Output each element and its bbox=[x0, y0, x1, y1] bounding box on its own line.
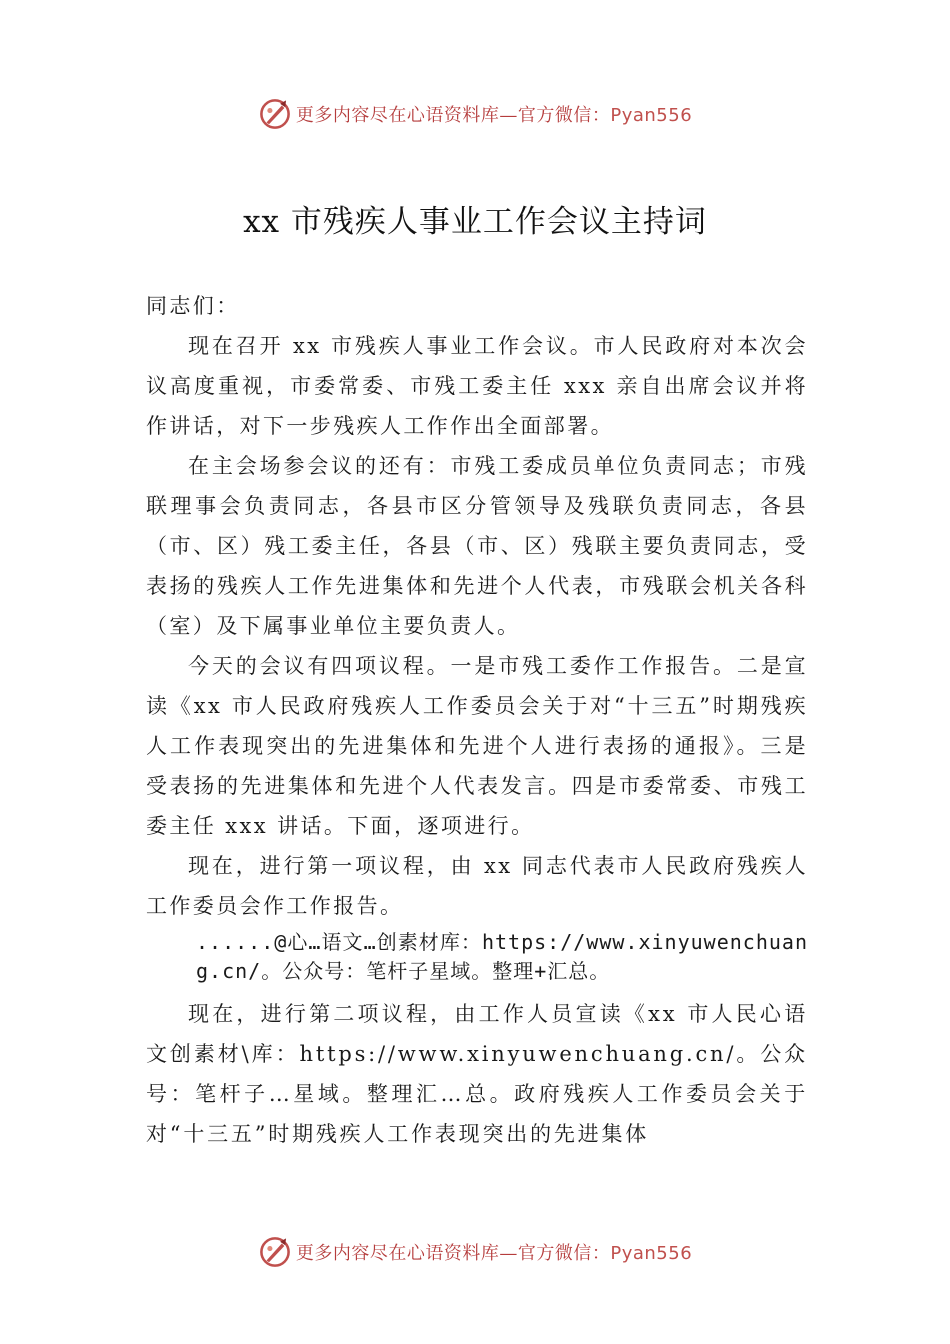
paragraph-opening: 现在召开 xx 市残疾人事业工作会议。市人民政府对本次会议高度重视，市委常委、市残工委主任 xxx 亲自出席会议并将作讲话，对下一步残疾人工作作出全面部署。 bbox=[146, 334, 808, 438]
banner-text: 更多内容尽在心语资料库—官方微信：Pyan556 bbox=[295, 105, 693, 126]
paragraph-first-item: 现在，进行第一项议程，由 xx 同志代表市人民政府残疾人工作委员会作工作报告。 bbox=[146, 854, 808, 918]
quill-pen-logo-icon bbox=[258, 1235, 292, 1269]
paragraph-attendees: 在主会场参会议的还有：市残工委成员单位负责同志；市残联理事会负责同志，各县市区分管领导及残联负责同志，各县（市、区）残工委主任，各县（市、区）残联主要负责同志，受表扬的残疾人工作先进集体和先进个人代表，市残联会机关各科（室）及下属事业单位主要负责人。 bbox=[146, 454, 808, 638]
document-body bbox=[146, 286, 808, 1154]
salutation: 同志们： bbox=[146, 294, 240, 318]
footer-watermark-banner bbox=[0, 1232, 950, 1272]
document-title: xx 市残疾人事业工作会议主持词 bbox=[243, 204, 707, 240]
quill-pen-logo-icon bbox=[258, 97, 292, 131]
watermark-note: ......@心…语文…创素材库：https://www.xinyuwenchuang.cn/。公众号：笔杆子星域。整理+汇总。 bbox=[196, 930, 808, 983]
banner-text: 更多内容尽在心语资料库—官方微信：Pyan556 bbox=[295, 1243, 693, 1264]
paragraph-second-item: 现在，进行第二项议程，由工作人员宣读《xx 市人民心语文创素材\库：https://www.xinyuwenchuang.cn/。公众号：笔杆子…星域。整理汇…总。政府残疾人工作委员会关于对“十三五”时期残疾人工作表现突出的先进集体 bbox=[146, 1002, 808, 1146]
paragraph-agenda: 今天的会议有四项议程。一是市残工委作工作报告。二是宣读《xx 市人民政府残疾人工作委员会关于对“十三五”时期残疾人工作表现突出的先进集体和先进个人进行表扬的通报》。三是受表扬的先进集体和先进个人代表发言。四是市委常委、市残工委主任 xxx 讲话。下面，逐项进行。 bbox=[146, 654, 808, 838]
header-watermark-banner bbox=[0, 94, 950, 134]
